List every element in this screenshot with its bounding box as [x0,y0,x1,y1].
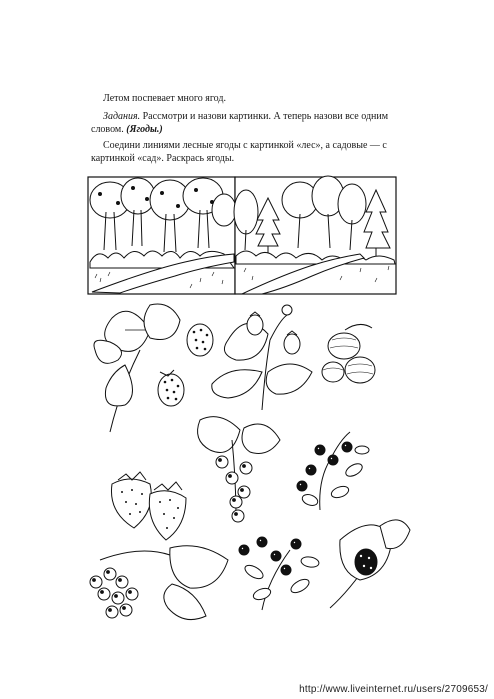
blackcurrant-picture[interactable] [198,417,280,522]
forest-picture[interactable] [234,176,396,294]
task-answer: (Ягоды.) [126,124,163,135]
cowberry-picture[interactable] [239,537,320,610]
garden-strawberry-picture[interactable] [111,472,186,540]
watermark-url: http://www.liveinternet.ru/users/2709653/ [299,684,488,695]
intro-paragraph: Летом поспевает много ягод. [103,93,226,104]
instruction-paragraph: Соедини линиями лесные ягоды с картинкой «лес», а садовые — с картинкой «сад». Раскрась ягоды. [91,140,387,164]
blueberry-picture[interactable] [297,432,369,510]
task-label: Задания. [103,111,141,122]
blackberry-picture[interactable] [330,520,410,608]
gooseberry-picture[interactable] [322,324,375,383]
raspberry-picture[interactable] [94,304,213,432]
garden-picture[interactable] [88,177,236,294]
task-body: Рассмотри и назови картинки. А теперь назови все одним словом. [91,111,389,135]
viburnum-picture[interactable] [90,546,228,620]
wild-strawberry-picture[interactable] [212,305,312,410]
